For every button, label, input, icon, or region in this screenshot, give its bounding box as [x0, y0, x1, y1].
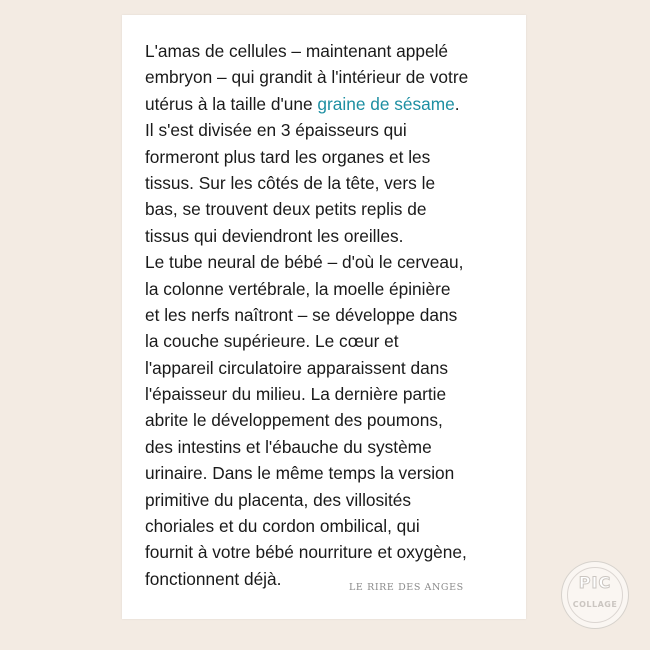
text-line: embryon – qui grandit à l'intérieur de votre: [145, 67, 469, 88]
text-line: la couche supérieure. Le cœur et: [145, 331, 399, 352]
sesame-seed-link[interactable]: graine de sésame: [317, 93, 455, 114]
text-line: Il s'est divisée en 3 épaisseurs qui: [145, 120, 407, 141]
text-line: l'épaisseur du milieu. La dernière partie: [145, 384, 447, 405]
article-card: [122, 15, 526, 619]
text-line: choriales et du cordon ombilical, qui: [145, 516, 420, 537]
article-text: [145, 38, 525, 592]
text-line: abrite le développement des poumons,: [145, 410, 443, 431]
text-line: tissus. Sur les côtés de la tête, vers le: [145, 172, 436, 193]
text-line: la colonne vertébrale, la moelle épinière: [145, 278, 451, 299]
text-line: formeront plus tard les organes et les: [145, 146, 431, 167]
text-line: des intestins et l'ébauche du système: [145, 436, 432, 457]
watermark-bottom-text: COLLAGE: [572, 600, 618, 609]
text-line: et les nerfs naîtront – se développe dans: [145, 304, 458, 325]
text-line: l'appareil circulatoire apparaissent dans: [145, 357, 449, 378]
text-line: fournit à votre bébé nourriture et oxygène,: [145, 542, 467, 563]
text-line-start: utérus à la taille d'une: [145, 93, 318, 114]
text-line-end: .: [454, 93, 460, 114]
text-line: urinaire. Dans le même temps la version: [145, 463, 455, 484]
watermark-top-text: PIC: [578, 573, 612, 592]
text-line: tissus qui deviendront les oreilles.: [145, 225, 404, 246]
text-line: fonctionnent déjà.: [145, 568, 282, 589]
pic-collage-watermark: [561, 561, 629, 629]
signature: LE RIRE DES ANGES: [349, 582, 464, 593]
text-line: L'amas de cellules – maintenant appelé: [145, 41, 449, 61]
text-line: bas, se trouvent deux petits replis de: [145, 199, 427, 220]
text-line: primitive du placenta, des villosités: [145, 489, 412, 510]
text-line: [145, 91, 525, 117]
text-line: Le tube neural de bébé – d'où le cerveau,: [145, 252, 464, 273]
